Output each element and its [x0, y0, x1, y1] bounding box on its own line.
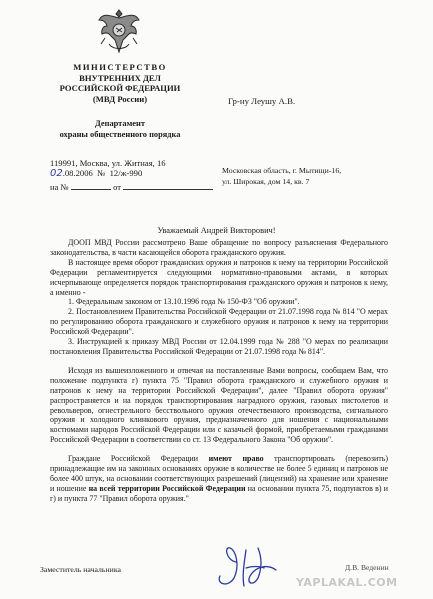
recipient-name: Гр-ну Леушу А.В. — [228, 96, 296, 106]
recipient-address — [222, 166, 341, 187]
sender-address: 119991, Москва, ул. Житная, 16 — [50, 158, 166, 168]
outgoing-number: 12/ж-990 — [109, 168, 143, 178]
number-label: № — [97, 168, 106, 178]
paragraph: ДООП МВД России рассмотрено Ваше обращение по вопросу разъяснения Федерального законодательства, в части касающейся оборота гражданского оружия. — [50, 238, 388, 257]
paragraph: В настоящее время оборот гражданских оружия и патронов к нему на территории Российской Федерации регламентируется следующими нормативно-правовыми актами, в которых исчерпывающе определяется порядок транспортирования гражданского оружия и патронов к нему, а именно - — [50, 257, 388, 297]
blank-underline — [123, 181, 213, 190]
letterhead-line: РОССИЙСКОЙ ФЕДЕРАЦИИ — [59, 83, 181, 93]
text-run: на основании пункта 75, подпунктов в) и г) и пункта 77 "Правил оборота оружия." — [50, 483, 388, 503]
recipient-address-line: ул. Широкая, дом 14, кв. 7 — [222, 176, 310, 186]
department-name — [40, 118, 200, 140]
site-watermark: YAPLAKAL.COM — [296, 576, 398, 589]
blank-underline — [71, 181, 111, 190]
letterhead-line: (МВД России) — [92, 93, 148, 104]
paragraph: 1. Федеральным законом от 13.10.1996 года № 150-ФЗ "Об оружии". — [68, 297, 300, 307]
handwritten-signature — [206, 540, 290, 592]
text-run: Граждане Российской Федерации — [68, 454, 209, 464]
paragraph: 3. Инструкцией к приказу МВД России от 12.04.1999 года № 288 "О мерах по реализации постановления Правительства Российской Федерации от 21.07.1998 года № 814". — [50, 337, 388, 356]
handwritten-day: 02 — [50, 168, 63, 179]
paragraph: Исходя из вышеизложенного и отвечая на поставленные Вами вопросы, сообщаем Вам, что положение подпункта г) пункта 75 "Правил оборота гражданского и служебного оружия и патронов к нему на территории Российской Федерации", далее "Правил оборота оружия" распространяется и на порядок транспортирования наградного оружия, газовых пистолетов и револьверов, огнестрельного бесствольного оружия отечественного производства, сигнального оружия и холодного клинкового оружия, предназначенного для ношения с национальными костюмами народов Российской Федерации или с казачьей формой, приобретаемыми гражданами Российской Федерации в соответствии со ст. 13 Федерального Закона "Об оружии". — [50, 365, 388, 445]
department-line: охраны общественного порядка — [59, 130, 181, 139]
na-label: на № — [50, 182, 69, 192]
reference-number-line — [50, 181, 213, 192]
recipient-address-line: Московская область, г. Мытищи-16, — [222, 166, 342, 175]
double-headed-eagle-emblem — [97, 6, 141, 58]
paragraph — [50, 454, 388, 504]
salutation: Уважаемый Андрей Викторович! — [157, 226, 276, 235]
letterhead-line: ВНУТРЕННИХ ДЕЛ — [79, 72, 161, 83]
signatory-name: Д.В. Веденин — [345, 563, 389, 572]
department-line: Департамент — [95, 119, 145, 128]
signatory-role: Заместитель начальника — [40, 565, 121, 574]
paragraph: 2. Постановлением Правительства Российской Федерации от 21.07.1998 года № 814 "О мерах по регулированию оборота гражданского и служебного оружия и патронов к нему на территории Российской Федерации". — [50, 307, 388, 337]
text-run: транспортировать (перевозить) принадлежащие им на законных основаниях оружие в количестве не более 5 единиц и патронов не более 400 штук, на основании соответствующих разрешений (лицензий) на хранение или хранение и ношение — [50, 454, 389, 493]
letter-body — [50, 238, 388, 504]
letterhead-line: МИНИСТЕРСТВО — [73, 62, 167, 72]
ot-label: от — [113, 182, 122, 192]
bold-run: имеют право — [208, 454, 264, 464]
bold-run: на всей территории Российской Федерации — [88, 483, 246, 493]
outgoing-date-number — [50, 168, 142, 179]
date-rest: .08.2006 — [62, 168, 93, 178]
ministry-letterhead — [40, 62, 200, 104]
